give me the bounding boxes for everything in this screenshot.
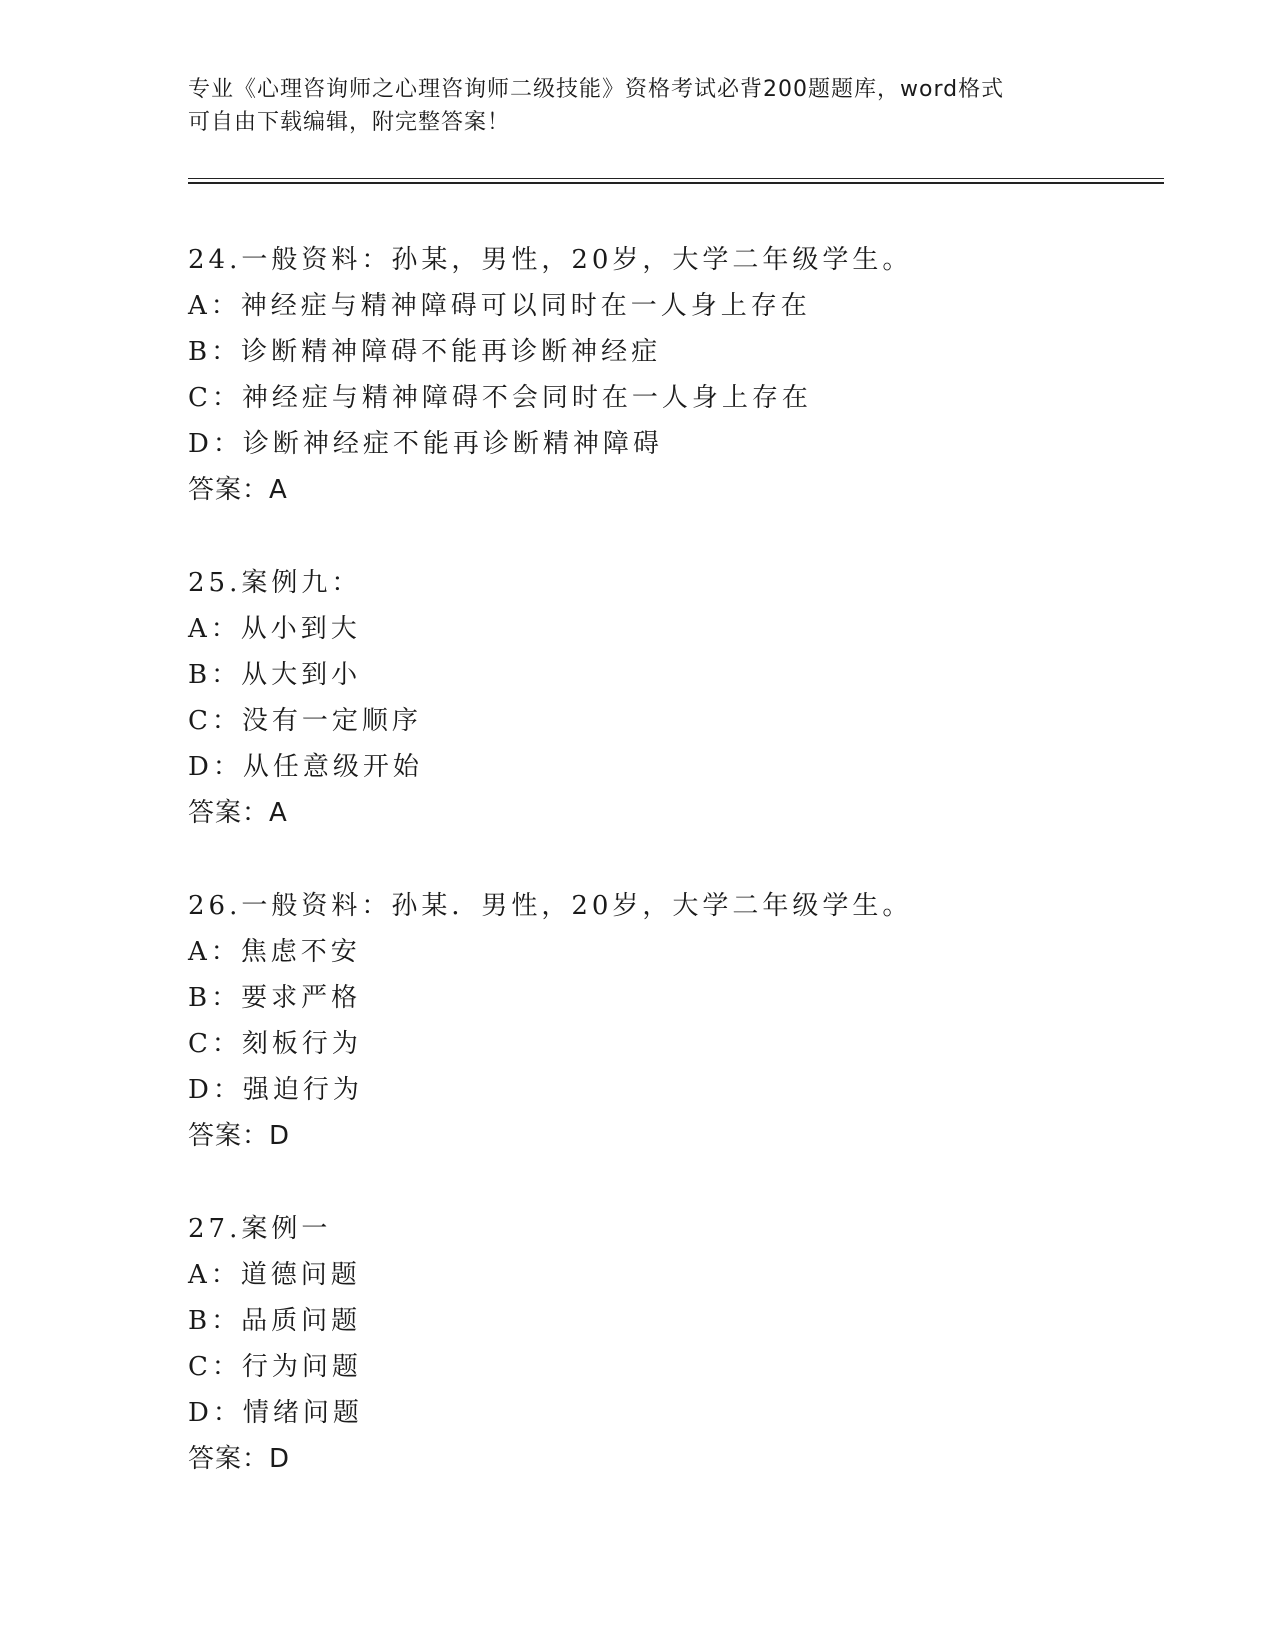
document-header — [188, 73, 1088, 139]
answer-line: 答案：A — [188, 798, 288, 828]
answer-line: 答案：D — [188, 1444, 291, 1474]
option-d: D：从任意级开始 — [188, 752, 423, 782]
question-26 — [188, 883, 1164, 1159]
option-b: B：品质问题 — [188, 1306, 362, 1336]
header-divider-thin — [188, 178, 1164, 179]
question-stem: 24.一般资料：孙某，男性，20岁，大学二年级学生。 — [188, 245, 913, 275]
option-c: C：行为问题 — [188, 1352, 362, 1382]
option-a: A：焦虑不安 — [188, 937, 361, 967]
question-27 — [188, 1206, 1164, 1482]
option-b: B：从大到小 — [188, 660, 362, 690]
option-a: A：从小到大 — [188, 614, 361, 644]
header-line-2: 可自由下载编辑，附完整答案！ — [188, 110, 511, 135]
header-divider-thick — [188, 182, 1164, 184]
option-d: D：诊断神经症不能再诊断精神障碍 — [188, 429, 663, 459]
option-a: A：道德问题 — [188, 1260, 361, 1290]
option-c: C：刻板行为 — [188, 1029, 362, 1059]
option-d: D：情绪问题 — [188, 1398, 363, 1428]
answer-line: 答案：D — [188, 1121, 291, 1151]
question-stem: 26.一般资料：孙某．男性，20岁，大学二年级学生。 — [188, 891, 913, 921]
option-b: B：要求严格 — [188, 983, 362, 1013]
option-c: C：神经症与精神障碍不会同时在一人身上存在 — [188, 383, 812, 413]
question-25 — [188, 560, 1164, 836]
question-24 — [188, 237, 1164, 513]
question-stem: 27.案例一 — [188, 1214, 332, 1244]
answer-line: 答案：A — [188, 475, 288, 505]
question-list — [188, 237, 1164, 1529]
option-c: C：没有一定顺序 — [188, 706, 422, 736]
question-stem: 25.案例九： — [188, 568, 362, 598]
option-a: A：神经症与精神障碍可以同时在一人身上存在 — [188, 291, 811, 321]
option-d: D：强迫行为 — [188, 1075, 363, 1105]
option-b: B：诊断精神障碍不能再诊断神经症 — [188, 337, 662, 367]
header-line-1: 专业《心理咨询师之心理咨询师二级技能》资格考试必背200题题库，word格式 — [188, 77, 1005, 102]
